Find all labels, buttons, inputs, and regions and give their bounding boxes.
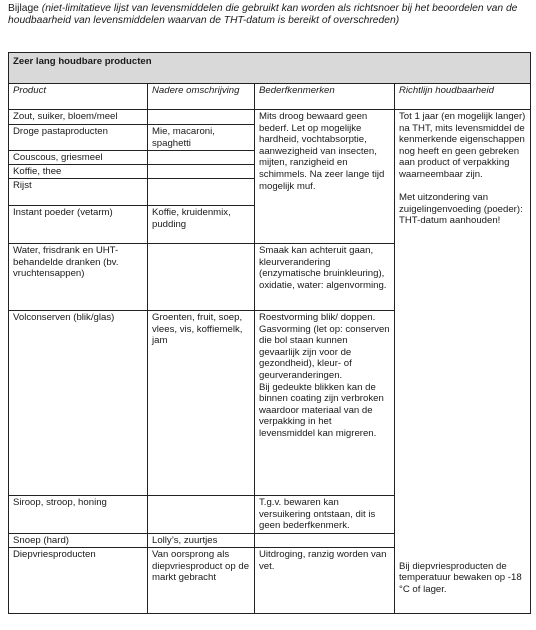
product-cell: Instant poeder (vetarm) xyxy=(9,206,148,244)
description-cell: Koffie, kruidenmix, pudding xyxy=(148,206,255,244)
product-cell: Rijst xyxy=(9,179,148,206)
table-row xyxy=(9,548,531,614)
description-cell xyxy=(148,179,255,206)
intro-note: (niet-limitatieve lijst van levensmiddelen die gebruikt kan worden als richtsnoer bij het beoordelen van de houdbaarheid van levensmiddelen waarvan de THT-datum is bereikt of overschreden) xyxy=(8,3,518,27)
guideline-cell-frozen: Bij diepvriesproducten de temperatuur bewaken op -18 °C of lager. xyxy=(395,548,531,614)
spoilage-cell: Smaak kan achteruit gaan, kleurverandering (enzymatische bruinkleuring), oxidatie, water: algenvorming. xyxy=(255,244,395,311)
description-cell: Mie, macaroni, spaghetti xyxy=(148,125,255,151)
spoilage-cell: Mits droog bewaard geen bederf. Let op mogelijke hardheid, vochtabsorptie, aanwezigheid van insecten, mijten, ranzigheid en schimmels. Na zeer lange tijd mogelijk muf. xyxy=(255,110,395,244)
description-cell xyxy=(148,496,255,534)
guideline-cell: Tot 1 jaar (en mogelijk langer) na THT, mits levensmiddel de kenmerkende eigenschappen nog heeft en geen gebreken aan product of verpakking waarneembaar zijn. Met uitzondering van zuigelingenvoeding (poeder): THT-datum aanhouden! xyxy=(395,110,531,548)
product-cell: Koffie, thee xyxy=(9,165,148,179)
product-cell: Diepvriesproducten xyxy=(9,548,148,614)
section-title: Zeer lang houdbare producten xyxy=(9,53,531,84)
description-cell xyxy=(148,151,255,165)
spoilage-cell xyxy=(255,534,395,548)
header-guideline: Richtlijn houdbaarheid xyxy=(395,84,531,110)
description-cell: Lolly’s, zuurtjes xyxy=(148,534,255,548)
description-cell xyxy=(148,244,255,311)
product-cell: Water, frisdrank en UHT-behandelde dranken (bv. vruchtensappen) xyxy=(9,244,148,311)
description-cell xyxy=(148,165,255,179)
table-row xyxy=(9,110,531,125)
spoilage-cell: Roestvorming blik/ doppen. Gasvorming (let op: conserven die bol staan kunnen gevaarlijk zijn voor de gezondheid), kleur- of geurveranderingen. Bij gedeukte blikken kan de binnen coating zijn verbroken waardoor materiaal van de verpakking in het levensmiddel kan migreren. xyxy=(255,311,395,496)
shelf-life-table xyxy=(8,52,531,614)
product-cell: Siroop, stroop, honing xyxy=(9,496,148,534)
intro-lead: Bijlage xyxy=(8,3,42,14)
description-cell xyxy=(148,110,255,125)
header-product: Product xyxy=(9,84,148,110)
spoilage-cell: T.g.v. bewaren kan versuikering ontstaan, dit is geen bederfkenmerk. xyxy=(255,496,395,534)
intro-text xyxy=(8,3,528,27)
product-cell: Snoep (hard) xyxy=(9,534,148,548)
description-cell: Van oorsprong als diepvriesproduct op de markt gebracht xyxy=(148,548,255,614)
header-description: Nadere omschrijving xyxy=(148,84,255,110)
description-cell: Groenten, fruit, soep, vlees, vis, koffiemelk, jam xyxy=(148,311,255,496)
product-cell: Volconserven (blik/glas) xyxy=(9,311,148,496)
product-cell: Droge pastaproducten xyxy=(9,125,148,151)
product-cell: Zout, suiker, bloem/meel xyxy=(9,110,148,125)
section-row xyxy=(9,53,531,84)
header-spoilage: Bederfkenmerken xyxy=(255,84,395,110)
header-row xyxy=(9,84,531,110)
spoilage-cell: Uitdroging, ranzig worden van vet. xyxy=(255,548,395,614)
product-cell: Couscous, griesmeel xyxy=(9,151,148,165)
